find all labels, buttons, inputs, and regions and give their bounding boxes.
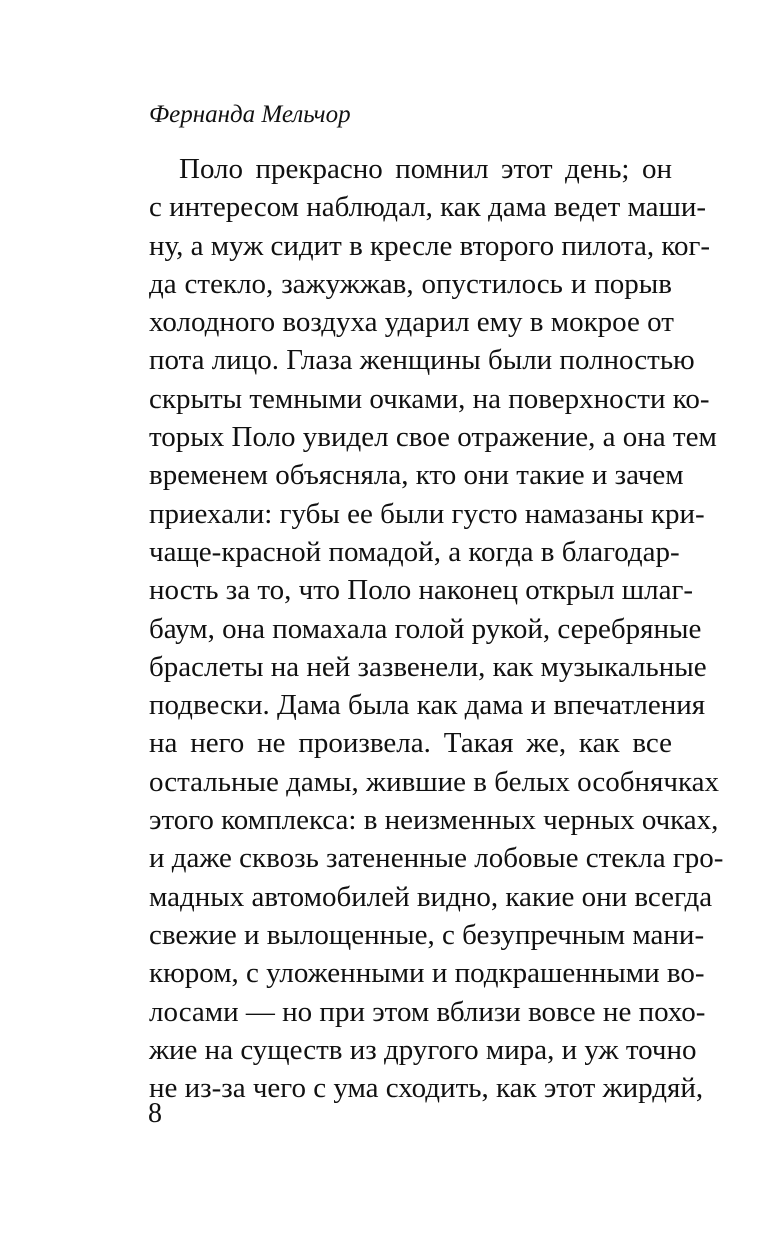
text-line: ность за то, что Поло наконец открыл шлаг-: [149, 574, 694, 607]
body-text: [149, 150, 724, 1107]
text-line: остальные дамы, жившие в белых особнячках: [149, 765, 719, 798]
text-line: не из-за чего с ума сходить, как этот жирдяй,: [149, 1072, 704, 1105]
text-line: с интересом наблюдал, как дама ведет маши-: [149, 191, 707, 224]
text-line: жие на существ из другого мира, и уж точно: [149, 1033, 697, 1066]
text-line: да стекло, зажужжав, опустилось и порыв: [149, 267, 672, 300]
text-line: этого комплекса: в неизменных черных очках,: [149, 804, 719, 837]
text-line: подвески. Дама была как дама и впечатления: [149, 689, 706, 722]
text-line: ну, а муж сидит в кресле второго пилота, ког-: [149, 229, 711, 262]
text-line: мадных автомобилей видно, какие они всегда: [149, 880, 713, 913]
text-line: приехали: губы ее были густо намазаны кри-: [149, 497, 705, 530]
text-line: браслеты на ней зазвенели, как музыкальные: [149, 650, 707, 683]
text-line: баум, она помахала голой рукой, серебряные: [149, 612, 702, 645]
text-line: на него не произвела. Такая же, как все: [149, 727, 672, 760]
text-line: скрыты темными очками, на поверхности ко-: [149, 382, 710, 415]
page-number: 8: [148, 1098, 162, 1129]
text-line: и даже сквозь затененные лобовые стекла гро-: [149, 842, 724, 875]
running-head-author: Фернанда Мельчор: [149, 101, 351, 128]
text-line: холодного воздуха ударил ему в мокрое от: [149, 306, 674, 339]
text-line: торых Поло увидел свое отражение, а она тем: [149, 421, 717, 454]
text-line: пота лицо. Глаза женщины были полностью: [149, 344, 695, 377]
text-line: лосами — но при этом вблизи вовсе не похо-: [149, 995, 706, 1028]
text-line: кюром, с уложенными и подкрашенными во-: [149, 957, 705, 990]
text-line: Поло прекрасно помнил этот день; он: [179, 153, 672, 185]
text-line: временем объясняла, кто они такие и зачем: [149, 459, 684, 492]
text-line: чаще-красной помадой, а когда в благодар-: [149, 535, 680, 568]
text-line: свежие и вылощенные, с безупречным мани-: [149, 918, 705, 951]
